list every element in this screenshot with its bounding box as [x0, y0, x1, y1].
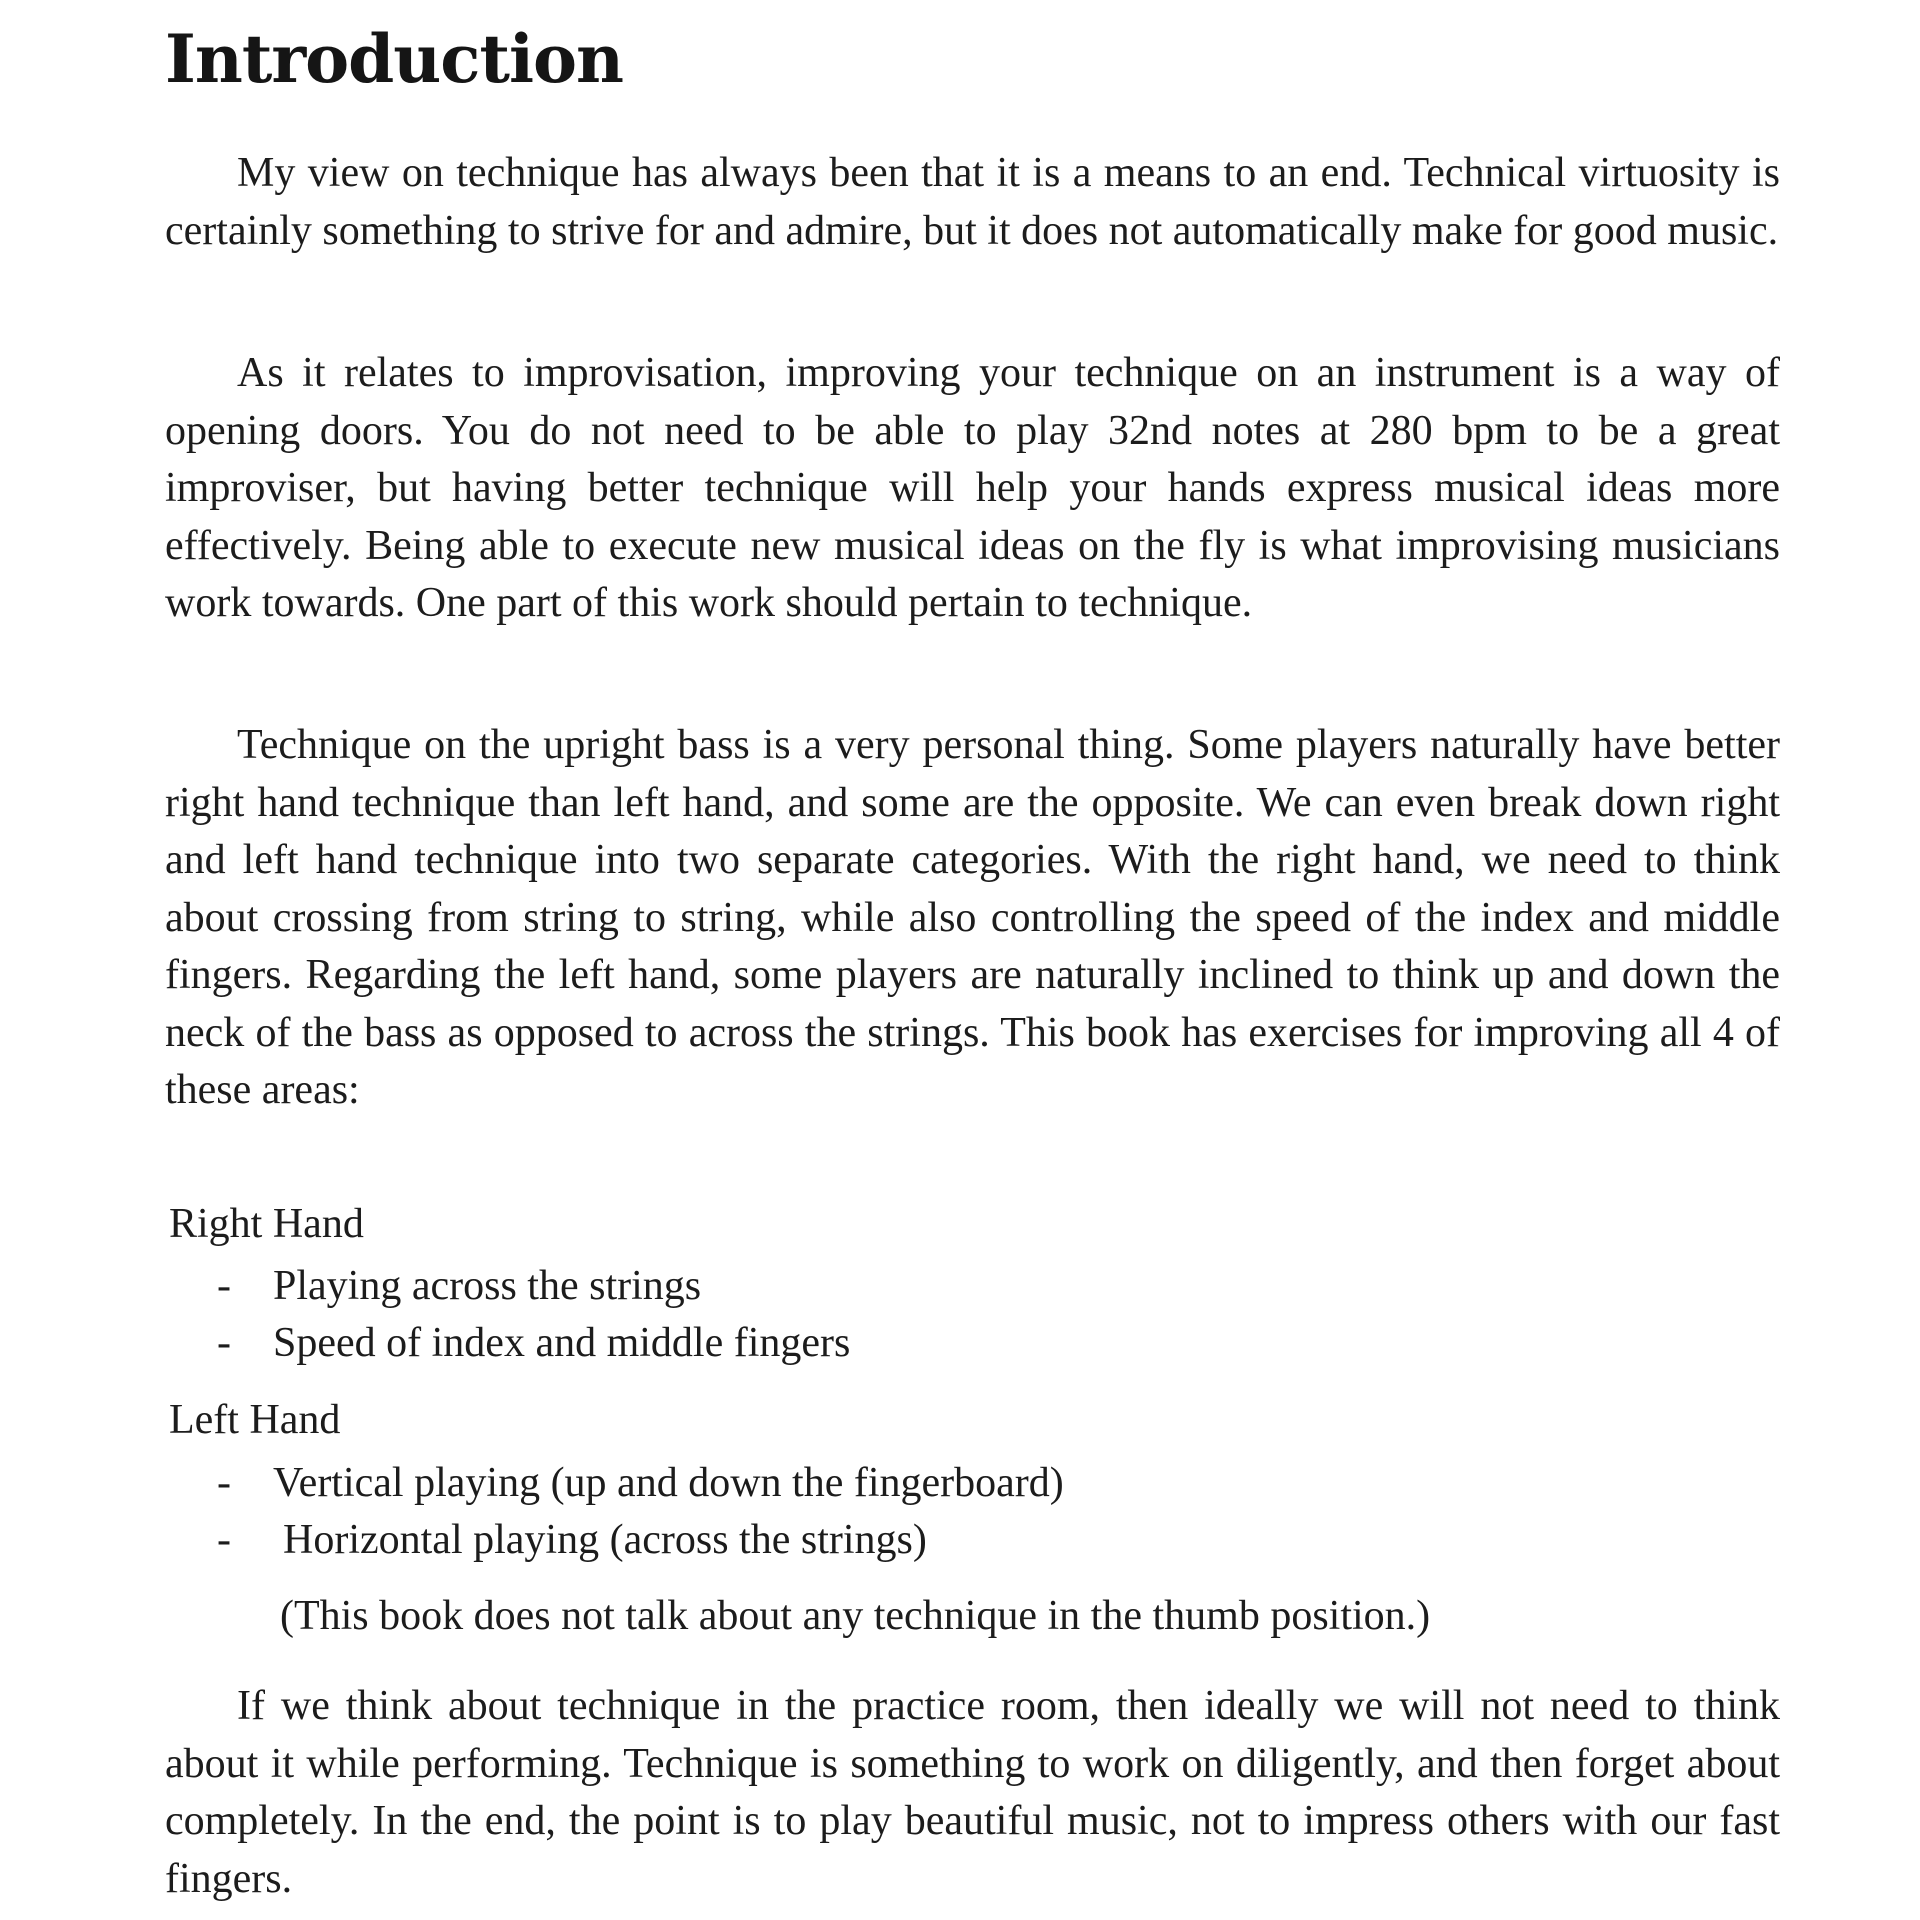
dash-bullet: -	[217, 1460, 231, 1506]
dash-bullet: -	[217, 1320, 231, 1366]
thumb-position-note: (This book does not talk about any technique in the thumb position.)	[280, 1593, 1431, 1639]
list-item-text: Vertical playing (up and down the fingerboard)	[273, 1460, 1064, 1506]
list-item	[217, 1315, 850, 1372]
list-item	[217, 1512, 1064, 1569]
list-item-text: Playing across the strings	[273, 1263, 702, 1309]
paragraph-personal-technique: Technique on the upright bass is a very personal thing. Some players naturally have better right hand technique than left hand, and some are the opposite. We can even break down right and left hand technique into two separate categories. With the right hand, we need to think about crossing from string to string, while also controlling the speed of the index and middle fingers. Regarding the left hand, some players are naturally inclined to think up and down the neck of the bass as opposed to across the strings. This book has exercises for improving all 4 of these areas:	[165, 722, 1780, 1113]
list-item-text: Horizontal playing (across the strings)	[283, 1517, 927, 1563]
page-title: Introduction	[165, 20, 624, 98]
paragraph-conclusion: If we think about technique in the practice room, then ideally we will not need to think about it while performing. Technique is something to work on diligently, and then forget about completely. In the end, the point is to play beautiful music, not to impress others with our fast fingers.	[165, 1683, 1780, 1902]
list-item	[217, 1258, 850, 1315]
dash-bullet: -	[217, 1263, 231, 1309]
list-item	[217, 1455, 1064, 1512]
paragraph-intro: My view on technique has always been that it is a means to an end. Technical virtuosity is certainly something to strive for and admire, but it does not automatically make for good music.	[165, 150, 1780, 254]
dash-bullet: -	[217, 1517, 231, 1563]
paragraph-improvisation: As it relates to improvisation, improving your technique on an instrument is a way of opening doors. You do not need to be able to play 32nd notes at 280 bpm to be a great improviser, but having better technique will help your hands express musical ideas more effectively. Being able to execute new musical ideas on the fly is what improvising musicians work towards. One part of this work should pertain to technique.	[165, 350, 1780, 626]
list-title-left-hand: Left Hand	[169, 1397, 341, 1443]
left-hand-list	[217, 1455, 1064, 1569]
list-item-text: Speed of index and middle fingers	[273, 1320, 851, 1366]
list-title-right-hand: Right Hand	[169, 1201, 364, 1247]
right-hand-list	[217, 1258, 850, 1372]
